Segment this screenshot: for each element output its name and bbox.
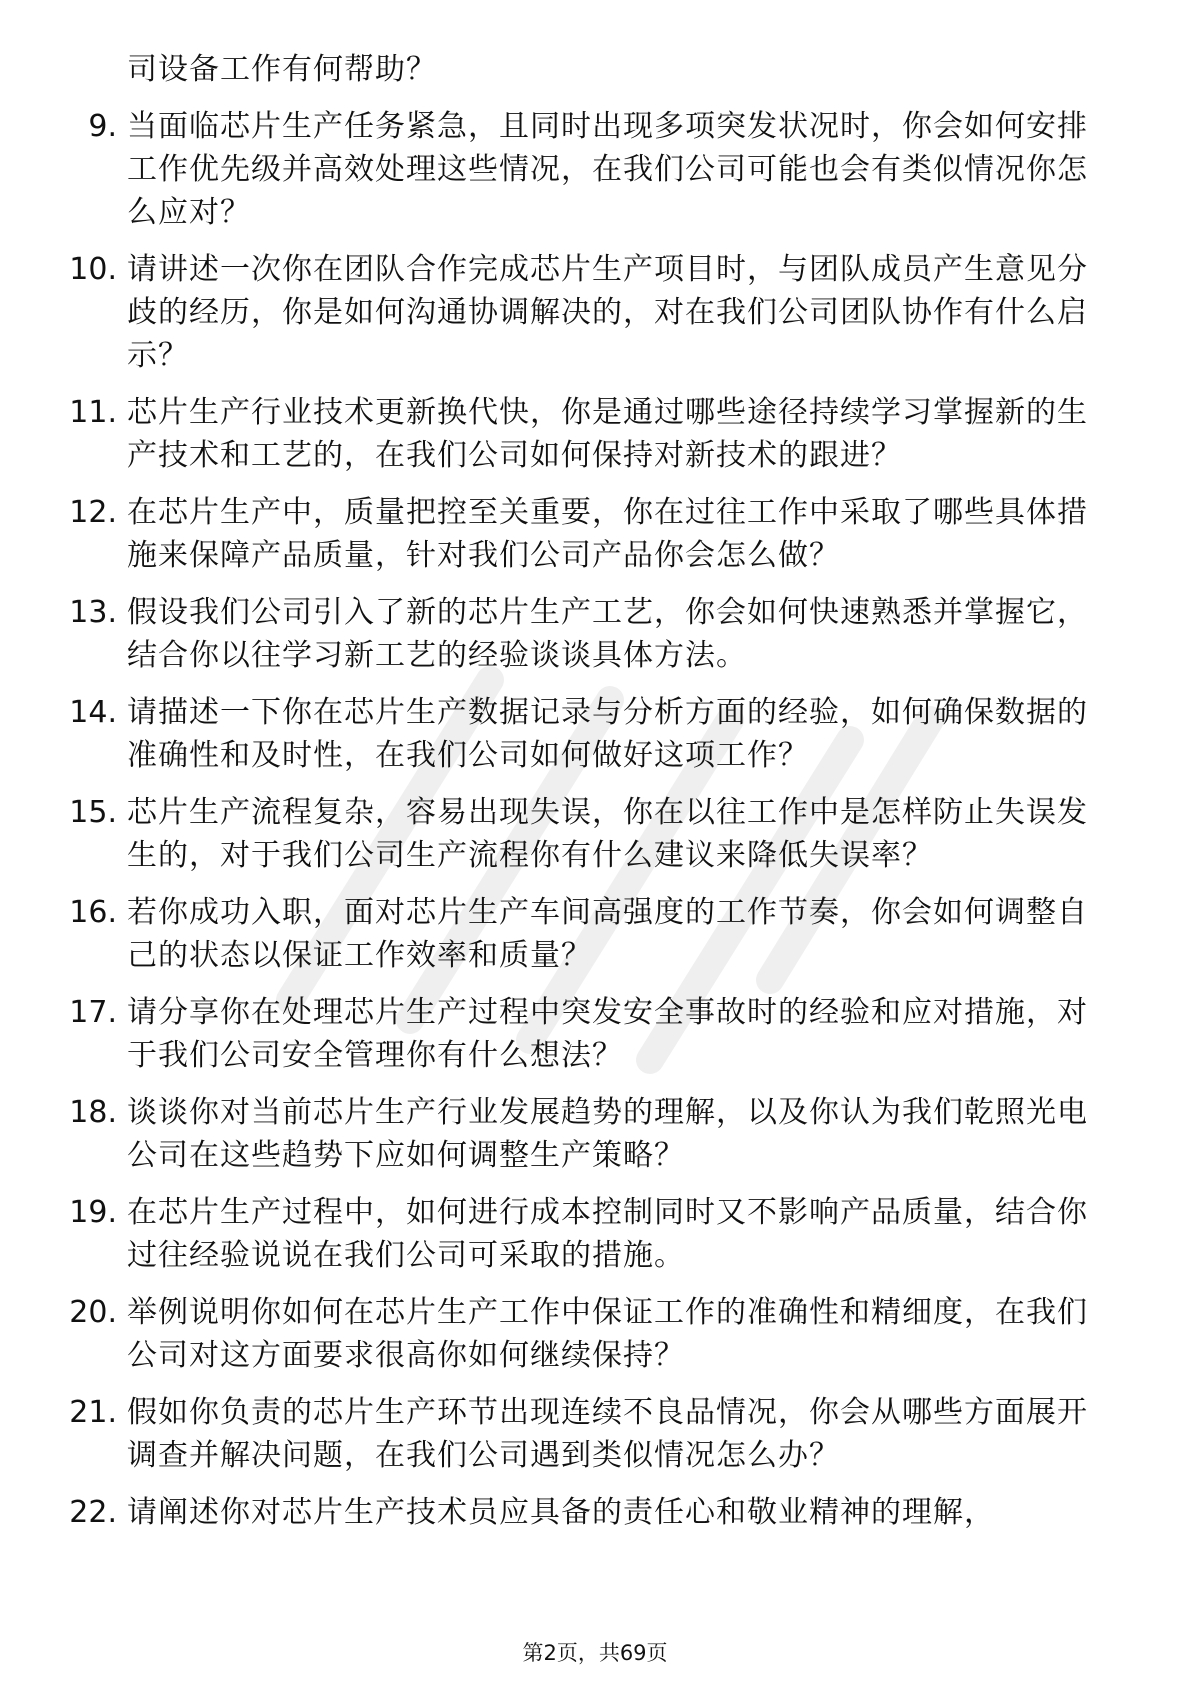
question-item bbox=[58, 1391, 1118, 1477]
question-number: 16. bbox=[69, 895, 117, 930]
question-text: 假如你负责的芯片生产环节出现连续不良品情况，你会从哪些方面展开调查并解决问题，在我们公司遇到类似情况怎么办？ bbox=[127, 1395, 1088, 1473]
question-item bbox=[58, 491, 1118, 577]
question-text: 请分享你在处理芯片生产过程中突发安全事故时的经验和应对措施，对于我们公司安全管理你有什么想法？ bbox=[127, 995, 1088, 1073]
question-text: 在芯片生产过程中，如何进行成本控制同时又不影响产品质量，结合你过往经验说说在我们公司可采取的措施。 bbox=[127, 1195, 1088, 1273]
question-item bbox=[58, 891, 1118, 977]
question-item bbox=[58, 1091, 1118, 1177]
question-text: 谈谈你对当前芯片生产行业发展趋势的理解，以及你认为我们乾照光电公司在这些趋势下应如何调整生产策略？ bbox=[127, 1095, 1088, 1173]
question-number: 13. bbox=[69, 595, 117, 630]
question-list bbox=[58, 48, 1118, 1548]
question-text: 芯片生产流程复杂，容易出现失误，你在以往工作中是怎样防止失误发生的，对于我们公司生产流程你有什么建议来降低失误率？ bbox=[127, 795, 1088, 873]
question-text: 请阐述你对芯片生产技术员应具备的责任心和敬业精神的理解， bbox=[127, 1495, 995, 1530]
question-text: 在芯片生产中，质量把控至关重要，你在过往工作中采取了哪些具体措施来保障产品质量，针对我们公司产品你会怎么做？ bbox=[127, 495, 1088, 573]
question-number: 22. bbox=[69, 1495, 117, 1530]
question-text: 请描述一下你在芯片生产数据记录与分析方面的经验，如何确保数据的准确性和及时性，在我们公司如何做好这项工作？ bbox=[127, 695, 1088, 773]
page-number-footer: 第2页，共69页 bbox=[522, 1641, 668, 1665]
question-number: 17. bbox=[69, 995, 117, 1030]
question-item bbox=[58, 791, 1118, 877]
question-item bbox=[58, 391, 1118, 477]
question-text: 假设我们公司引入了新的芯片生产工艺，你会如何快速熟悉并掌握它，结合你以往学习新工艺的经验谈谈具体方法。 bbox=[127, 595, 1088, 673]
question-text: 芯片生产行业技术更新换代快，你是通过哪些途径持续学习掌握新的生产技术和工艺的，在我们公司如何保持对新技术的跟进？ bbox=[127, 395, 1088, 473]
continuation-text: 司设备工作有何帮助？ bbox=[127, 52, 437, 87]
question-item bbox=[58, 991, 1118, 1077]
question-text: 当面临芯片生产任务紧急，且同时出现多项突发状况时，你会如何安排工作优先级并高效处理这些情况，在我们公司可能也会有类似情况你怎么应对？ bbox=[127, 109, 1088, 230]
question-number: 19. bbox=[69, 1195, 117, 1230]
question-item bbox=[58, 1291, 1118, 1377]
question-number: 18. bbox=[69, 1095, 117, 1130]
question-number: 9. bbox=[88, 109, 117, 144]
question-item bbox=[58, 248, 1118, 377]
question-number: 20. bbox=[69, 1295, 117, 1330]
question-text: 举例说明你如何在芯片生产工作中保证工作的准确性和精细度，在我们公司对这方面要求很高你如何继续保持？ bbox=[127, 1295, 1088, 1373]
question-number: 11. bbox=[69, 395, 117, 430]
question-item bbox=[58, 691, 1118, 777]
question-number: 10. bbox=[69, 252, 117, 287]
question-item bbox=[58, 105, 1118, 234]
question-item bbox=[58, 591, 1118, 677]
question-item bbox=[58, 1491, 1118, 1534]
question-item bbox=[58, 1191, 1118, 1277]
question-number: 15. bbox=[69, 795, 117, 830]
question-number: 14. bbox=[69, 695, 117, 730]
question-number: 21. bbox=[69, 1395, 117, 1430]
question-text: 请讲述一次你在团队合作完成芯片生产项目时，与团队成员产生意见分歧的经历，你是如何沟通协调解决的，对在我们公司团队协作有什么启示？ bbox=[127, 252, 1088, 373]
question-text: 若你成功入职，面对芯片生产车间高强度的工作节奏，你会如何调整自己的状态以保证工作效率和质量？ bbox=[127, 895, 1088, 973]
question-number: 12. bbox=[69, 495, 117, 530]
